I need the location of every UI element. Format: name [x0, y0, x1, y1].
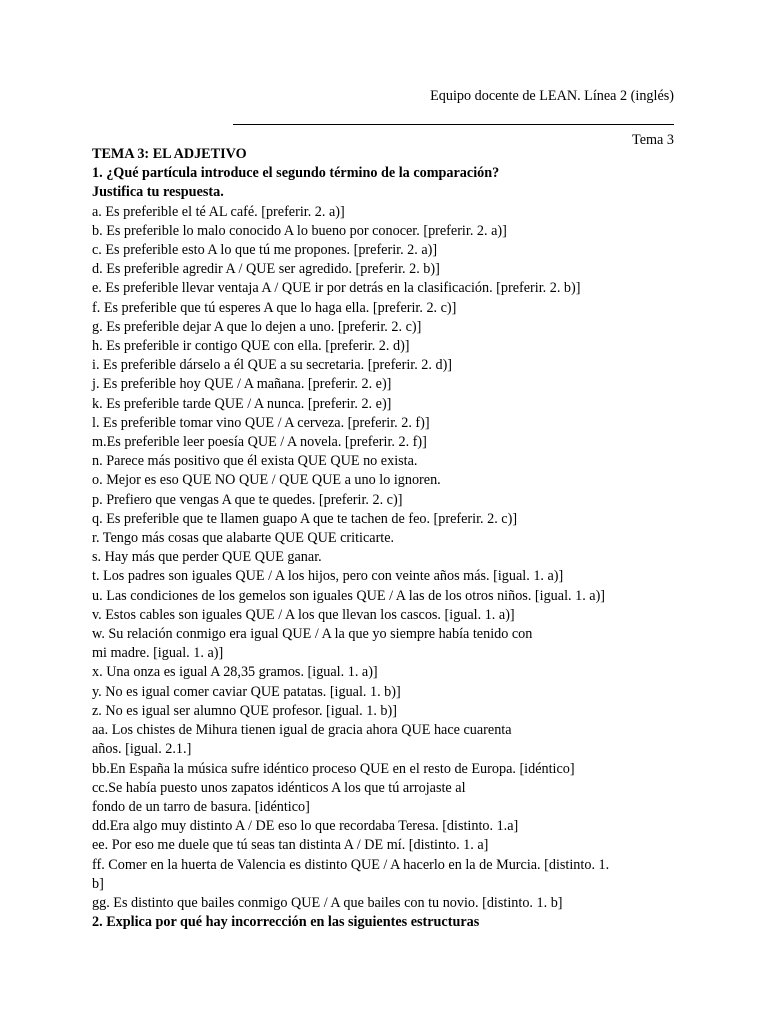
- example-line: j. Es preferible hoy QUE / A mañana. [preferir. 2. e)]: [92, 376, 392, 393]
- section-title: TEMA 3: EL ADJETIVO: [92, 146, 247, 162]
- example-line: s. Hay más que perder QUE QUE ganar.: [92, 549, 322, 566]
- example-line: c. Es preferible esto A lo que tú me propones. [preferir. 2. a)]: [92, 242, 438, 259]
- document-body: [92, 145, 674, 932]
- example-line: o. Mejor es eso QUE NO QUE / QUE QUE a uno lo ignoren.: [92, 472, 441, 489]
- example-line: a. Es preferible el té AL café. [preferir. 2. a)]: [92, 203, 345, 220]
- team-line: Equipo docente de LEAN. Línea 2 (inglés): [430, 88, 674, 104]
- example-line: q. Es preferible que te llamen guapo A que te tachen de feo. [preferir. 2. c)]: [92, 510, 518, 527]
- example-line: aa. Los chistes de Mihura tienen igual de gracia ahora QUE hace cuarenta: [92, 722, 512, 739]
- example-line: l. Es preferible tomar vino QUE / A cerveza. [preferir. 2. f)]: [92, 414, 430, 431]
- example-line: ff. Comer en la huerta de Valencia es distinto QUE / A hacerlo en la de Murcia. [distinto. 1.: [92, 856, 610, 873]
- example-line: años. [igual. 2.1.]: [92, 741, 192, 758]
- question-2: 2. Explica por qué hay incorrección en las siguientes estructuras: [92, 914, 480, 931]
- example-line: y. No es igual comer caviar QUE patatas. [igual. 1. b)]: [92, 683, 401, 700]
- example-line: gg. Es distinto que bailes conmigo QUE / A que bailes con tu novio. [distinto. 1. b]: [92, 894, 563, 911]
- example-line: cc.Se había puesto unos zapatos idénticos A los que tú arrojaste al: [92, 779, 466, 796]
- example-line: z. No es igual ser alumno QUE profesor. [igual. 1. b)]: [92, 702, 397, 719]
- example-line: b]: [92, 875, 104, 892]
- example-line: m.Es preferible leer poesía QUE / A novela. [preferir. 2. f)]: [92, 434, 427, 451]
- example-list: [92, 203, 674, 914]
- example-line: w. Su relación conmigo era igual QUE / A la que yo siempre había tenido con: [92, 626, 533, 643]
- question-1-line-2: Justifica tu respuesta.: [92, 184, 224, 201]
- example-line: v. Estos cables son iguales QUE / A los que llevan los cascos. [igual. 1. a)]: [92, 606, 515, 623]
- example-line: fondo de un tarro de basura. [idéntico]: [92, 798, 310, 815]
- example-line: d. Es preferible agredir A / QUE ser agredido. [preferir. 2. b)]: [92, 261, 440, 278]
- example-line: mi madre. [igual. 1. a)]: [92, 645, 224, 662]
- example-line: t. Los padres son iguales QUE / A los hijos, pero con veinte años más. [igual. 1. a)]: [92, 568, 564, 585]
- example-line: x. Una onza es igual A 28,35 gramos. [igual. 1. a)]: [92, 664, 378, 681]
- example-line: i. Es preferible dárselo a él QUE a su secretaria. [preferir. 2. d)]: [92, 357, 453, 374]
- example-line: ee. Por eso me duele que tú seas tan distinta A / DE mí. [distinto. 1. a]: [92, 837, 489, 854]
- page-header: [92, 87, 674, 150]
- question-1-line-1: 1. ¿Qué partícula introduce el segundo término de la comparación?: [92, 165, 500, 182]
- example-line: u. Las condiciones de los gemelos son iguales QUE / A las de los otros niños. [igual. 1. a)]: [92, 587, 606, 604]
- example-line: g. Es preferible dejar A que lo dejen a uno. [preferir. 2. c)]: [92, 318, 422, 335]
- example-line: f. Es preferible que tú esperes A que lo haga ella. [preferir. 2. c)]: [92, 299, 457, 316]
- example-line: e. Es preferible llevar ventaja A / QUE ir por detrás en la clasificación. [preferir. 2. b)]: [92, 280, 581, 297]
- topic-line: Tema 3: [632, 132, 674, 148]
- example-line: b. Es preferible lo malo conocido A lo bueno por conocer. [preferir. 2. a)]: [92, 222, 507, 239]
- example-line: r. Tengo más cosas que alabarte QUE QUE criticarte.: [92, 530, 395, 547]
- example-line: n. Parece más positivo que él exista QUE QUE no exista.: [92, 453, 418, 470]
- example-line: k. Es preferible tarde QUE / A nunca. [preferir. 2. e)]: [92, 395, 392, 412]
- example-line: dd.Era algo muy distinto A / DE eso lo que recordaba Teresa. [distinto. 1.a]: [92, 818, 519, 835]
- header-rule: [233, 124, 674, 125]
- example-line: h. Es preferible ir contigo QUE con ella. [preferir. 2. d)]: [92, 338, 410, 355]
- example-line: bb.En España la música sufre idéntico proceso QUE en el resto de Europa. [idéntico]: [92, 760, 575, 777]
- example-line: p. Prefiero que vengas A que te quedes. [preferir. 2. c)]: [92, 491, 403, 508]
